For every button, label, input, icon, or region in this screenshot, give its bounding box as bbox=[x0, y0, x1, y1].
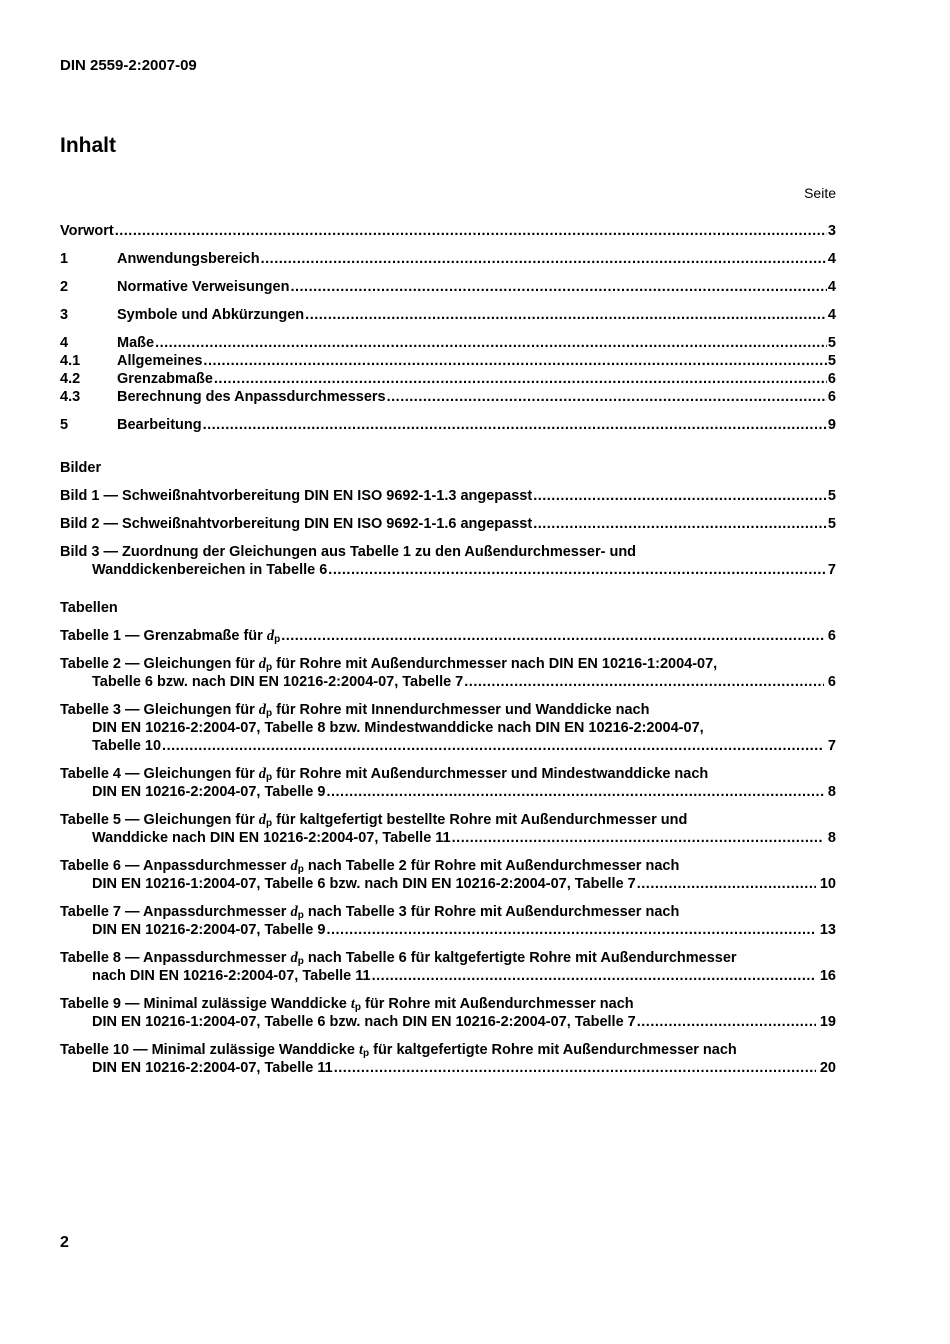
symbol: d bbox=[266, 628, 275, 644]
toc-entry-1[interactable] bbox=[60, 250, 836, 268]
symbol-subscript: p bbox=[297, 956, 304, 967]
toc-entry-2[interactable] bbox=[60, 278, 836, 296]
leader-dots bbox=[334, 1059, 816, 1077]
symbol: d bbox=[258, 702, 266, 718]
table-entry-label bbox=[60, 765, 708, 783]
symbol: d bbox=[290, 858, 298, 874]
table-entry-line bbox=[60, 829, 836, 847]
symbol-subscript: p bbox=[266, 708, 273, 719]
page-title: Inhalt bbox=[60, 134, 116, 157]
table-entry-line bbox=[60, 765, 836, 783]
table-entry-8[interactable] bbox=[60, 949, 836, 985]
table-entry-5[interactable] bbox=[60, 811, 836, 847]
toc-entry-number: 4 bbox=[60, 335, 69, 351]
table-entry-label: nach DIN EN 10216-2:2004-07, Tabelle 11 bbox=[92, 968, 371, 984]
table-entry-prefix: Tabelle 10 — Minimal zulässige Wanddicke bbox=[60, 1042, 359, 1058]
table-entry-7[interactable] bbox=[60, 903, 836, 939]
table-entry-line bbox=[60, 949, 836, 967]
table-entry-line bbox=[60, 701, 836, 719]
table-entry-label bbox=[60, 811, 687, 829]
table-entry-3[interactable] bbox=[60, 701, 836, 755]
table-entry-line bbox=[60, 903, 836, 921]
toc-entry-label: Maße bbox=[117, 335, 155, 351]
leader-dots bbox=[326, 921, 815, 939]
table-entry-label bbox=[60, 1041, 737, 1059]
toc-entry-number: 2 bbox=[60, 279, 69, 295]
toc-entry-5[interactable] bbox=[60, 416, 836, 434]
toc-entry-label: Normative Verweisungen bbox=[117, 279, 290, 295]
symbol-subscript: p bbox=[354, 1002, 362, 1013]
leader-dots bbox=[533, 515, 827, 533]
table-entry-10[interactable] bbox=[60, 1041, 836, 1077]
bilder-heading: Bilder bbox=[60, 460, 102, 476]
symbol: d bbox=[258, 766, 266, 782]
toc-entry-label: Allgemeines bbox=[117, 353, 203, 369]
symbol: d bbox=[258, 812, 266, 828]
figure-entry-line bbox=[60, 543, 836, 561]
symbol-subscript: p bbox=[362, 1048, 370, 1059]
symbol-subscript: p bbox=[266, 772, 273, 783]
symbol: t bbox=[358, 1042, 363, 1058]
leader-dots bbox=[203, 352, 827, 370]
table-entry-suffix: für kaltgefertigt bestellte Rohre mit Außendurchmesser und bbox=[272, 812, 688, 828]
table-entry-page: 19 bbox=[819, 1014, 836, 1030]
table-entry-prefix: Tabelle 4 — Gleichungen für bbox=[60, 766, 259, 782]
leader-dots bbox=[452, 829, 824, 847]
table-entry-prefix: Tabelle 7 — Anpassdurchmesser bbox=[60, 904, 291, 920]
table-entry-label bbox=[60, 627, 280, 645]
figure-entry-1[interactable] bbox=[60, 487, 836, 505]
toc-entry-label: Anwendungsbereich bbox=[117, 251, 260, 267]
table-entry-label: Wanddicke nach DIN EN 10216-2:2004-07, Tabelle 11 bbox=[92, 830, 451, 846]
table-entry-prefix: Tabelle 1 — Grenzabmaße für bbox=[60, 628, 267, 644]
table-entry-suffix: für Rohre mit Außendurchmesser und Mindestwanddicke nach bbox=[272, 766, 709, 782]
table-entry-6[interactable] bbox=[60, 857, 836, 893]
figure-entry-label: Bild 1 — Schweißnahtvorbereitung DIN EN ISO 9692-1-1.3 angepasst bbox=[60, 488, 533, 504]
table-entry-label bbox=[60, 949, 737, 967]
leader-dots bbox=[637, 875, 816, 893]
table-entry-4[interactable] bbox=[60, 765, 836, 801]
table-entry-prefix: Tabelle 9 — Minimal zulässige Wanddicke bbox=[60, 996, 351, 1012]
toc-entry-number: 4.2 bbox=[60, 371, 81, 387]
table-entry-label bbox=[60, 995, 634, 1013]
symbol-subscript: p bbox=[274, 634, 281, 645]
table-entry-page: 6 bbox=[827, 628, 836, 644]
symbol-subscript: p bbox=[266, 818, 273, 829]
leader-dots bbox=[637, 1013, 816, 1031]
leader-dots bbox=[464, 673, 824, 691]
figure-entry-label: Bild 3 — Zuordnung der Gleichungen aus Tabelle 1 zu den Außendurchmesser- und bbox=[60, 544, 637, 560]
table-entry-prefix: Tabelle 2 — Gleichungen für bbox=[60, 656, 259, 672]
tabellen-list bbox=[60, 627, 836, 1077]
symbol-subscript: p bbox=[266, 662, 273, 673]
table-entry-page: 8 bbox=[827, 830, 836, 846]
toc-entry-label: Grenzabmaße bbox=[117, 371, 213, 387]
tabellen-heading: Tabellen bbox=[60, 600, 118, 616]
toc-entry-4[interactable] bbox=[60, 334, 836, 352]
table-of-contents bbox=[60, 222, 836, 1077]
leader-dots bbox=[326, 783, 823, 801]
toc-entry-page: 9 bbox=[827, 417, 836, 433]
toc-entry-4-3[interactable] bbox=[60, 388, 836, 406]
figure-entry-page: 5 bbox=[827, 488, 836, 504]
leader-dots bbox=[261, 250, 827, 268]
toc-entry-number: 3 bbox=[60, 307, 69, 323]
table-entry-line bbox=[60, 967, 836, 985]
table-entry-label bbox=[60, 857, 679, 875]
toc-entry-page: 3 bbox=[827, 223, 836, 239]
table-entry-page: 6 bbox=[827, 674, 836, 690]
symbol: t bbox=[350, 996, 355, 1012]
toc-entry-number: 1 bbox=[60, 251, 69, 267]
leader-dots bbox=[115, 222, 827, 240]
table-entry-label: Tabelle 6 bzw. nach DIN EN 10216-2:2004-07, Tabelle 7 bbox=[92, 674, 464, 690]
table-entry-suffix: für Rohre mit Außendurchmesser nach DIN EN 10216-1:2004-07, bbox=[272, 656, 718, 672]
table-entry-suffix: für kaltgefertigte Rohre mit Außendurchmesser nach bbox=[369, 1042, 737, 1058]
toc-entry-page: 4 bbox=[827, 251, 836, 267]
toc-entry-page: 5 bbox=[827, 353, 836, 369]
table-entry-prefix: Tabelle 8 — Anpassdurchmesser bbox=[60, 950, 291, 966]
figure-entry-3[interactable] bbox=[60, 543, 836, 579]
table-entry-suffix: für Rohre mit Außendurchmesser nach bbox=[361, 996, 634, 1012]
figure-entry-label: Bild 2 — Schweißnahtvorbereitung DIN EN ISO 9692-1-1.6 angepasst bbox=[60, 516, 533, 532]
table-entry-prefix: Tabelle 5 — Gleichungen für bbox=[60, 812, 259, 828]
leader-dots bbox=[290, 278, 826, 296]
table-entry-suffix: nach Tabelle 6 für kaltgefertigte Rohre mit Außendurchmesser bbox=[303, 950, 737, 966]
table-entry-page: 20 bbox=[819, 1060, 836, 1076]
table-entry-2[interactable] bbox=[60, 655, 836, 691]
table-entry-line bbox=[60, 995, 836, 1013]
toc-entry-page: 5 bbox=[827, 335, 836, 351]
leader-dots bbox=[387, 388, 827, 406]
leader-dots bbox=[203, 416, 827, 434]
table-entry-page: 10 bbox=[819, 876, 836, 892]
toc-entry-vorwort[interactable] bbox=[60, 222, 836, 240]
table-entry-label bbox=[60, 655, 717, 673]
toc-entry-label: Berechnung des Anpassdurchmessers bbox=[117, 389, 386, 405]
toc-entry-4-1[interactable] bbox=[60, 352, 836, 370]
table-entry-suffix: für Rohre mit Innendurchmesser und Wanddicke nach bbox=[272, 702, 650, 718]
toc-entry-number: 4.3 bbox=[60, 389, 81, 405]
table-entry-line bbox=[60, 783, 836, 801]
table-entry-line bbox=[60, 655, 836, 673]
table-entry-prefix: Tabelle 3 — Gleichungen für bbox=[60, 702, 259, 718]
table-entry-line bbox=[60, 1041, 836, 1059]
table-entry-line bbox=[60, 719, 836, 737]
table-entry-line bbox=[60, 673, 836, 691]
figure-entry-2[interactable] bbox=[60, 515, 836, 533]
table-entry-suffix: nach Tabelle 3 für Rohre mit Außendurchmesser nach bbox=[303, 904, 680, 920]
table-entry-page: 16 bbox=[819, 968, 836, 984]
table-entry-line bbox=[60, 811, 836, 829]
table-entry-label bbox=[60, 701, 649, 719]
table-entry-label: DIN EN 10216-2:2004-07, Tabelle 8 bzw. Mindestwanddicke nach DIN EN 10216-2:2004-07, bbox=[92, 720, 704, 736]
leader-dots bbox=[533, 487, 827, 505]
table-entry-label: DIN EN 10216-2:2004-07, Tabelle 9 bbox=[92, 922, 326, 938]
symbol-subscript: p bbox=[297, 910, 304, 921]
table-entry-label bbox=[60, 903, 679, 921]
leader-dots bbox=[328, 561, 827, 579]
table-entry-label: DIN EN 10216-2:2004-07, Tabelle 11 bbox=[92, 1060, 333, 1076]
toc-entry-label: Bearbeitung bbox=[117, 417, 202, 433]
table-entry-1[interactable] bbox=[60, 627, 836, 645]
table-entry-page: 13 bbox=[819, 922, 836, 938]
symbol: d bbox=[290, 904, 298, 920]
document-header: DIN 2559-2:2007-09 bbox=[60, 57, 197, 74]
figure-entry-line bbox=[60, 561, 836, 579]
table-entry-label: DIN EN 10216-2:2004-07, Tabelle 9 bbox=[92, 784, 326, 800]
table-entry-line bbox=[60, 1059, 836, 1077]
table-entry-page: 8 bbox=[827, 784, 836, 800]
table-entry-line bbox=[60, 737, 836, 755]
table-entry-line bbox=[60, 1013, 836, 1031]
leader-dots bbox=[214, 370, 827, 388]
table-entry-line bbox=[60, 875, 836, 893]
table-entry-suffix: nach Tabelle 2 für Rohre mit Außendurchmesser nach bbox=[303, 858, 680, 874]
table-entry-prefix: Tabelle 6 — Anpassdurchmesser bbox=[60, 858, 291, 874]
symbol-subscript: p bbox=[297, 864, 304, 875]
table-entry-page: 7 bbox=[827, 738, 836, 754]
table-entry-line bbox=[60, 627, 836, 645]
toc-entry-page: 4 bbox=[827, 279, 836, 295]
page-number: 2 bbox=[60, 1234, 69, 1251]
toc-entry-label: Vorwort bbox=[60, 223, 114, 239]
table-entry-9[interactable] bbox=[60, 995, 836, 1031]
table-entry-line bbox=[60, 857, 836, 875]
figure-entry-label: Wanddickenbereichen in Tabelle 6 bbox=[92, 562, 328, 578]
toc-entry-label: Symbole und Abkürzungen bbox=[117, 307, 305, 323]
leader-dots bbox=[305, 306, 827, 324]
toc-entry-page: 4 bbox=[827, 307, 836, 323]
toc-entry-page: 6 bbox=[827, 389, 836, 405]
page-column-label: Seite bbox=[804, 185, 836, 201]
figure-entry-page: 5 bbox=[827, 516, 836, 532]
toc-entry-3[interactable] bbox=[60, 306, 836, 324]
table-entry-label: DIN EN 10216-1:2004-07, Tabelle 6 bzw. nach DIN EN 10216-2:2004-07, Tabelle 7 bbox=[92, 1014, 636, 1030]
leader-dots bbox=[281, 627, 824, 645]
leader-dots bbox=[155, 334, 827, 352]
table-entry-label: DIN EN 10216-1:2004-07, Tabelle 6 bzw. nach DIN EN 10216-2:2004-07, Tabelle 7 bbox=[92, 876, 636, 892]
toc-entry-number: 5 bbox=[60, 417, 69, 433]
symbol: d bbox=[258, 656, 266, 672]
toc-entry-4-2[interactable] bbox=[60, 370, 836, 388]
leader-dots bbox=[372, 967, 816, 985]
toc-entry-page: 6 bbox=[827, 371, 836, 387]
leader-dots bbox=[162, 737, 824, 755]
toc-entry-number: 4.1 bbox=[60, 353, 81, 369]
figure-entry-page: 7 bbox=[827, 562, 836, 578]
table-entry-line bbox=[60, 921, 836, 939]
table-entry-label: Tabelle 10 bbox=[92, 738, 162, 754]
symbol: d bbox=[290, 950, 298, 966]
